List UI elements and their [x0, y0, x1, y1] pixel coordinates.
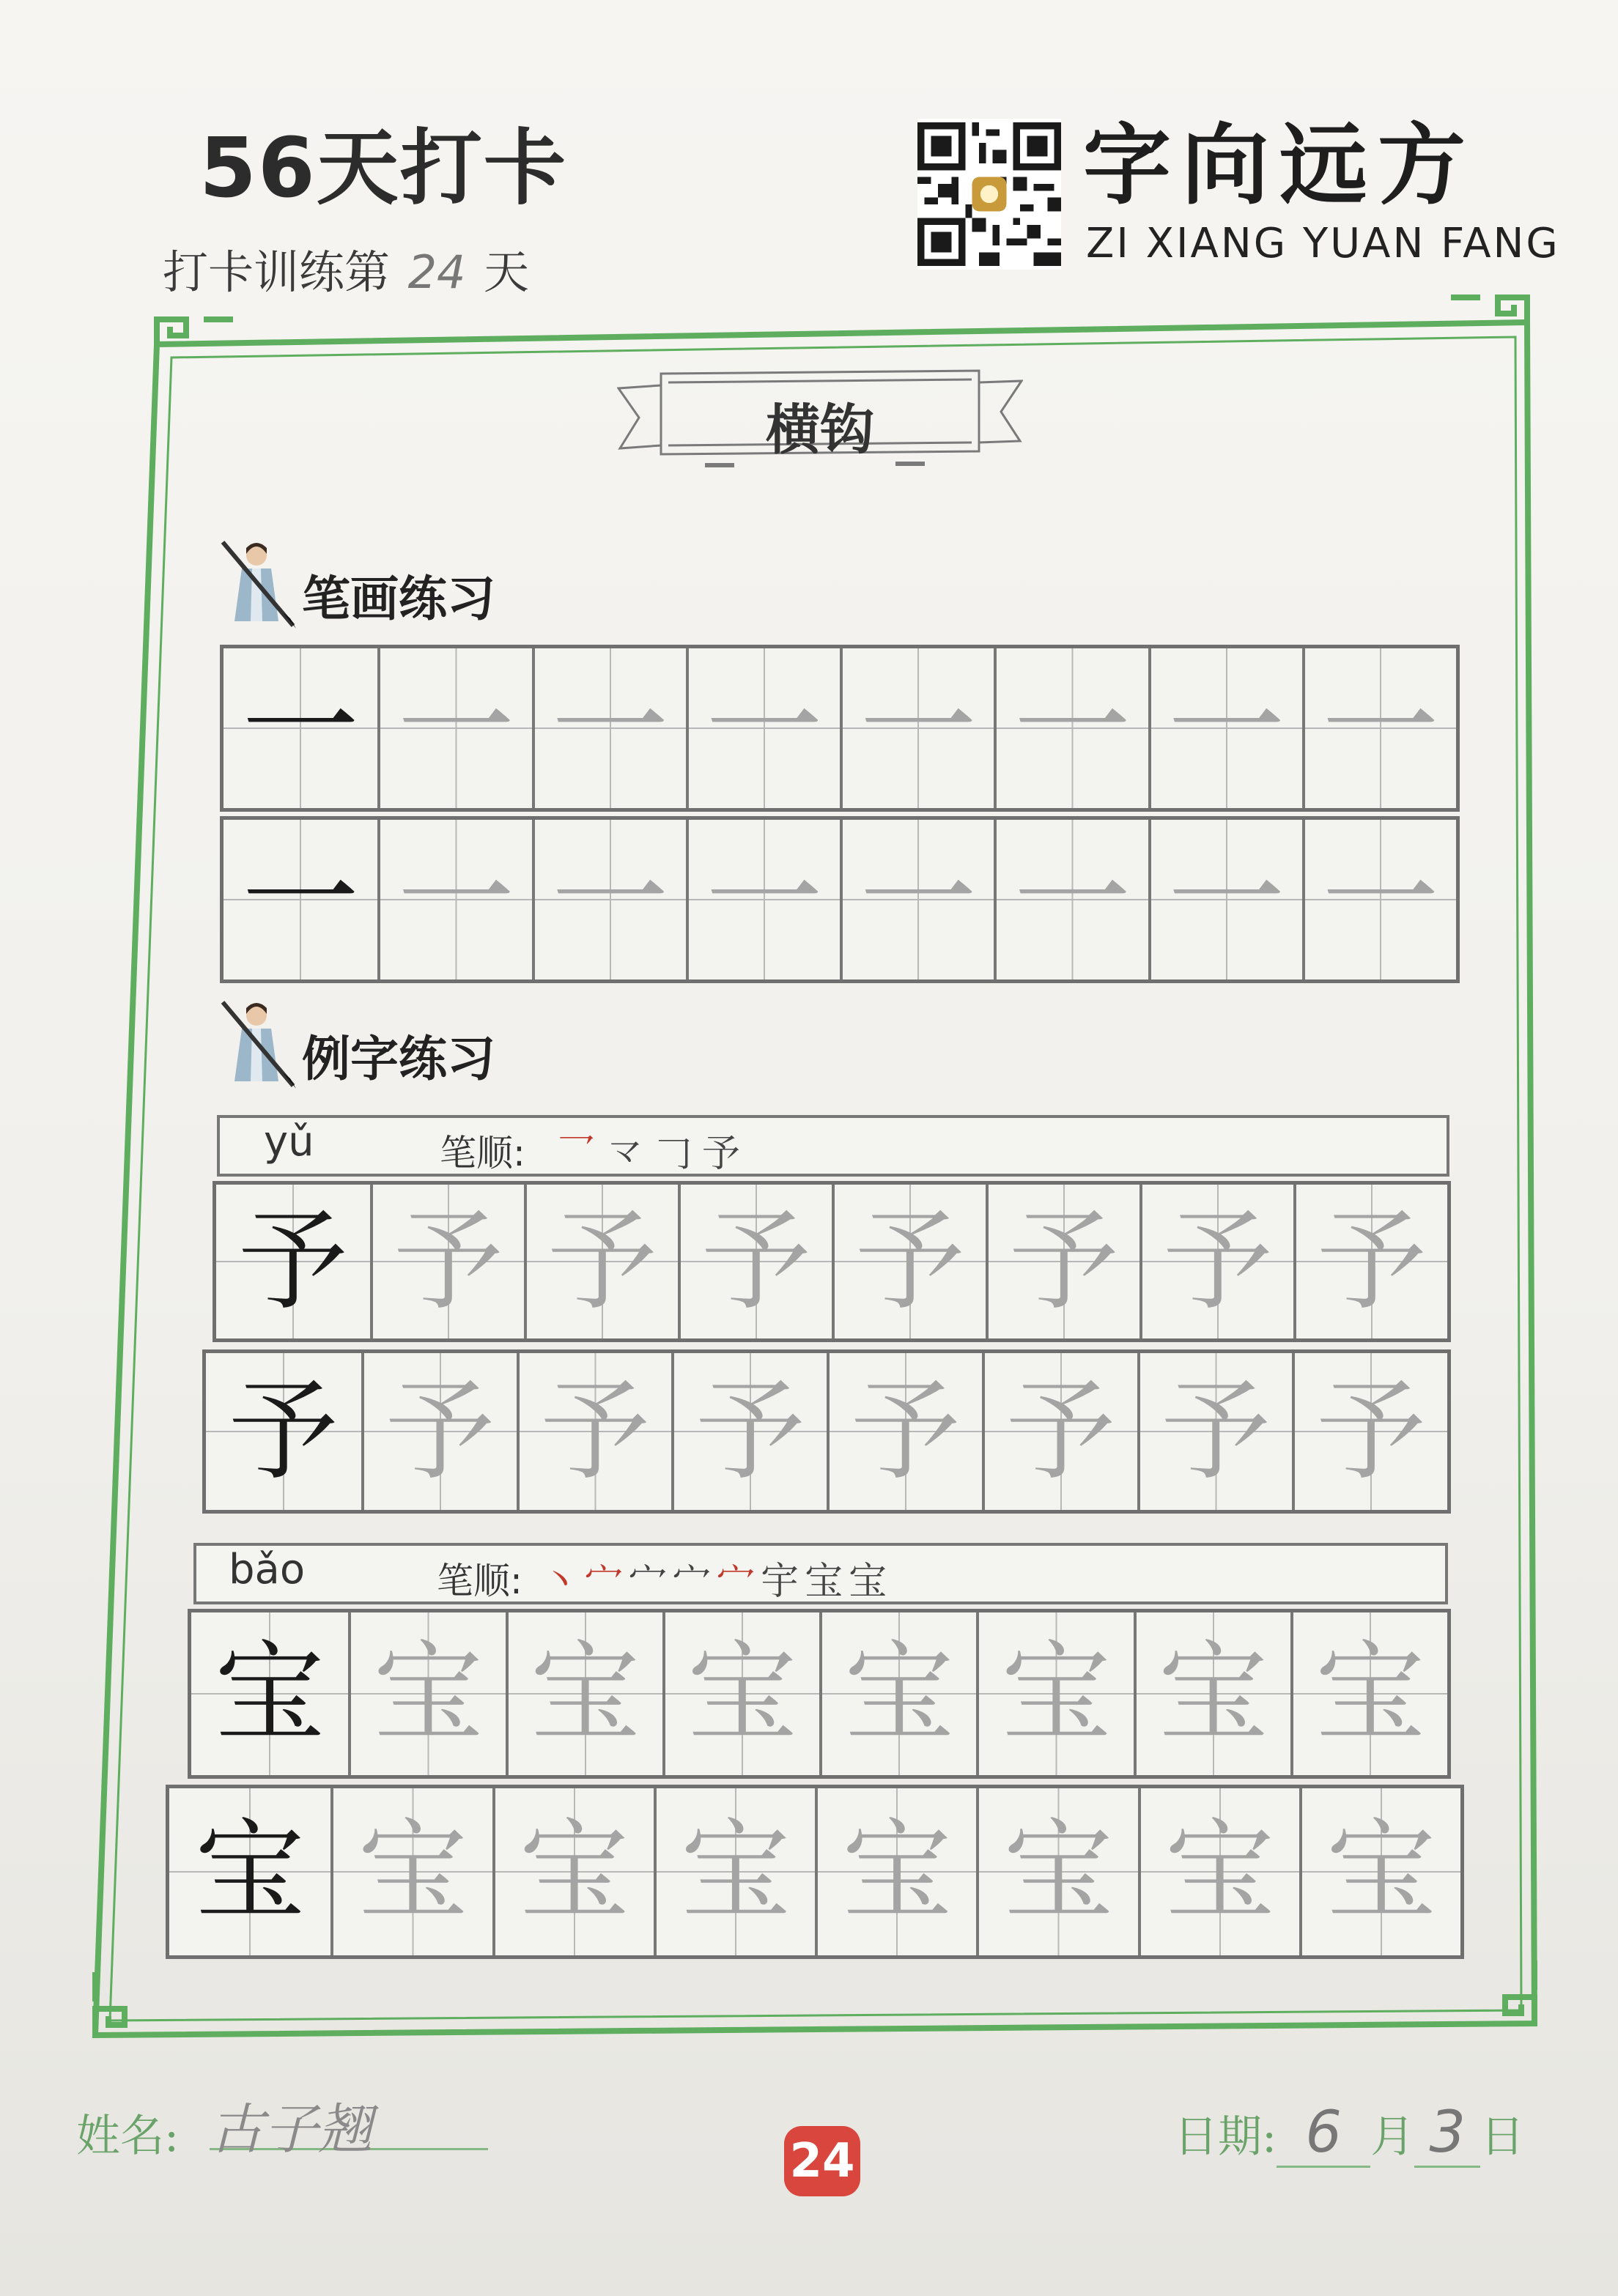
model-cell: 予 — [216, 1185, 370, 1338]
trace-cell[interactable]: 予 — [982, 1353, 1137, 1510]
month-value[interactable]: 6 — [1277, 2100, 1370, 2168]
char-practice-label: 例字练习 — [302, 1031, 495, 1087]
bao-row-2 — [166, 1785, 1464, 1959]
trace-cell[interactable]: 一 — [994, 820, 1148, 979]
trace-cell[interactable]: 一 — [994, 648, 1148, 808]
day-prefix: 打卡训练第 — [163, 245, 391, 299]
trace-cell[interactable]: 一 — [1148, 648, 1302, 808]
trace-cell[interactable]: 宝 — [506, 1612, 662, 1775]
trace-cell[interactable]: 予 — [1139, 1185, 1293, 1338]
month-suffix: 月 — [1370, 2111, 1415, 2163]
model-cell: 宝 — [191, 1612, 348, 1775]
trace-cell[interactable]: 宝 — [1299, 1788, 1460, 1955]
trace-cell[interactable]: 予 — [370, 1185, 524, 1338]
yu-row-1 — [213, 1181, 1451, 1342]
trace-cell[interactable]: 宝 — [1134, 1612, 1290, 1775]
model-cell: 予 — [206, 1353, 361, 1510]
stroke-practice-label: 笔画练习 — [302, 571, 495, 627]
day-value[interactable]: 3 — [1414, 2100, 1480, 2168]
char-practice-heading — [220, 999, 495, 1087]
pinyin: bǎo — [229, 1546, 306, 1593]
trace-cell[interactable]: 宝 — [654, 1788, 815, 1955]
brand-logo: 字向远方 — [1083, 114, 1476, 217]
trace-cell[interactable]: 予 — [517, 1353, 672, 1510]
date-label: 日期: — [1174, 2111, 1277, 2163]
trace-cell[interactable]: 一 — [532, 648, 686, 808]
day-counter — [163, 236, 529, 301]
trace-cell[interactable]: 予 — [524, 1185, 678, 1338]
page-title: 56天打卡 — [199, 121, 567, 216]
trace-cell[interactable]: 宝 — [976, 1788, 1137, 1955]
pinyin-bar-bao — [193, 1543, 1448, 1604]
trace-cell[interactable]: 宝 — [348, 1612, 505, 1775]
trace-cell[interactable]: 一 — [377, 648, 531, 808]
trace-cell[interactable]: 宝 — [662, 1612, 819, 1775]
trace-cell[interactable]: 予 — [361, 1353, 517, 1510]
trace-cell[interactable]: 一 — [377, 820, 531, 979]
day-suffix: 日 — [1480, 2111, 1525, 2163]
scholar-icon — [220, 539, 300, 629]
day-number: 24 — [407, 245, 466, 299]
stroke-row-1 — [220, 645, 1460, 812]
name-label: 姓名: — [76, 2111, 180, 2162]
model-cell: 一 — [224, 820, 377, 979]
trace-cell[interactable]: 一 — [1302, 648, 1456, 808]
trace-cell[interactable]: 宝 — [1290, 1612, 1447, 1775]
page-number-badge: 24 — [784, 2126, 860, 2196]
trace-cell[interactable]: 予 — [1293, 1185, 1447, 1338]
trace-cell[interactable]: 予 — [986, 1185, 1139, 1338]
trace-cell[interactable]: 宝 — [492, 1788, 654, 1955]
trace-cell[interactable]: 一 — [686, 648, 840, 808]
trace-cell[interactable]: 宝 — [976, 1612, 1133, 1775]
trace-cell[interactable]: 宝 — [1138, 1788, 1299, 1955]
stroke-practice-heading — [220, 539, 495, 627]
stroke-order: 丶宀宀宀宀宇宝宝 — [541, 1560, 893, 1604]
trace-cell[interactable]: 一 — [840, 820, 994, 979]
date-field — [1174, 2100, 1524, 2168]
trace-cell[interactable]: 予 — [678, 1185, 832, 1338]
trace-cell[interactable]: 一 — [532, 820, 686, 979]
stroke-order-label: 笔顺: — [437, 1560, 522, 1602]
trace-cell[interactable]: 宝 — [819, 1612, 976, 1775]
qr-code-icon — [917, 119, 1061, 270]
stroke-order-label: 笔顺: — [440, 1132, 525, 1174]
scholar-icon — [220, 999, 300, 1089]
day-suffix: 天 — [484, 245, 530, 299]
lesson-banner — [617, 366, 1023, 484]
trace-cell[interactable]: 予 — [832, 1185, 986, 1338]
stroke-row-2 — [220, 816, 1460, 983]
trace-cell[interactable]: 宝 — [330, 1788, 492, 1955]
brand-subtitle: ZI XIANG YUAN FANG — [1086, 220, 1560, 267]
pinyin: yǔ — [264, 1118, 314, 1166]
model-cell: 一 — [224, 648, 377, 808]
stroke-order: 乛龴𠃌予 — [557, 1132, 751, 1176]
trace-cell[interactable]: 予 — [827, 1353, 982, 1510]
name-field[interactable]: 古子翘 — [210, 2086, 488, 2150]
lesson-title: 横钩 — [766, 399, 874, 462]
yu-row-2 — [202, 1349, 1451, 1514]
trace-cell[interactable]: 予 — [1137, 1353, 1293, 1510]
model-cell: 宝 — [169, 1788, 330, 1955]
pinyin-bar-yu — [217, 1115, 1449, 1177]
trace-cell[interactable]: 宝 — [815, 1788, 976, 1955]
trace-cell[interactable]: 予 — [671, 1353, 827, 1510]
bao-row-1 — [188, 1609, 1451, 1779]
trace-cell[interactable]: 一 — [840, 648, 994, 808]
trace-cell[interactable]: 一 — [1148, 820, 1302, 979]
trace-cell[interactable]: 一 — [686, 820, 840, 979]
trace-cell[interactable]: 一 — [1302, 820, 1456, 979]
trace-cell[interactable]: 予 — [1292, 1353, 1447, 1510]
